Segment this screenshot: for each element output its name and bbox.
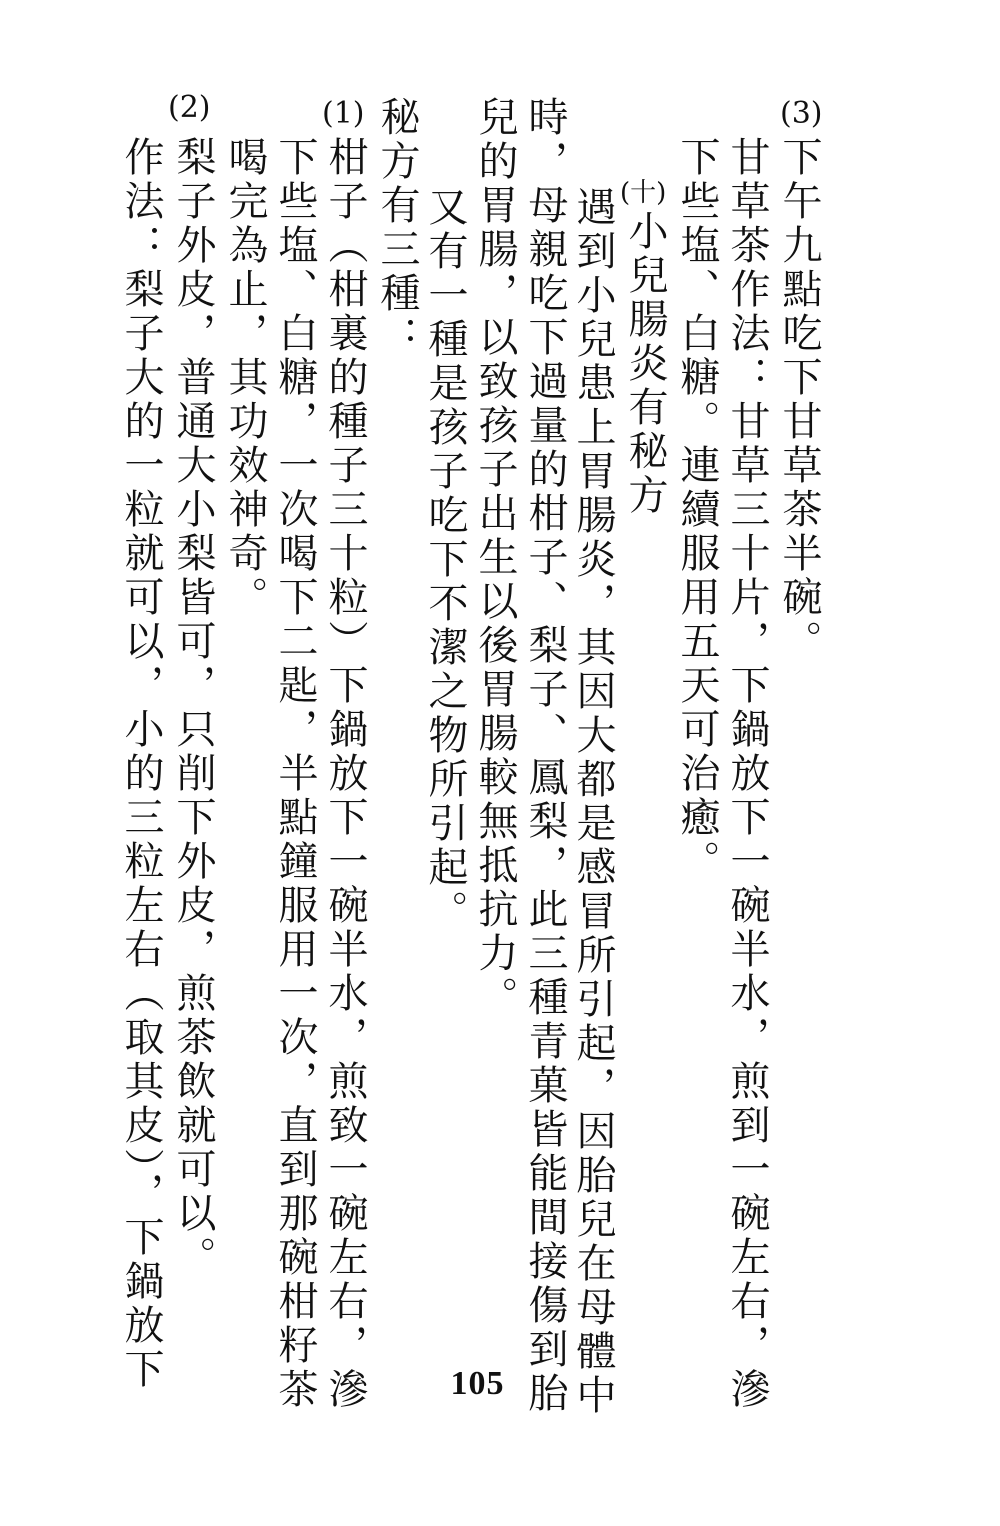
text-column-1: 下午九點吃下甘草茶半碗。 <box>776 136 822 664</box>
text-column-5: 遇到小兒患上胃腸炎，其因大都是感冒所引起，因胎兒在母體中 <box>570 186 616 1418</box>
section-marker-10: (十) <box>620 178 667 208</box>
text-column-11: 下些塩、白糖，一次喝下二匙，半點鐘服用一次，直到那碗柑籽茶 <box>272 136 318 1412</box>
text-column-12: 喝完為止，其功效神奇。 <box>222 136 268 620</box>
section-heading: 小兒腸炎有秘方 <box>622 210 668 518</box>
text-column-6: 時，母親吃下過量的柑子、梨子、鳳梨，此三種青菓皆能間接傷到胎 <box>522 96 568 1416</box>
item-marker-1: (1) <box>322 96 365 131</box>
text-column-9: 秘方有三種： <box>374 96 420 360</box>
text-column-7: 兒的胃腸，以致孩子出生以後胃腸較無抵抗力。 <box>472 96 518 1020</box>
text-column-3: 下些塩、白糖。連續服用五天可治癒。 <box>674 136 720 884</box>
item-marker-3: (3) <box>780 96 823 131</box>
text-column-8: 又有一種是孩子吃下不潔之物所引起。 <box>422 186 468 934</box>
text-column-10: 柑子（柑裏的種子三十粒）下鍋放下一碗半水，煎致一碗左右，滲 <box>322 136 368 1412</box>
text-column-14: 作法：梨子大的一粒就可以，小的三粒左右（取其皮），下鍋放下 <box>118 136 164 1392</box>
page-number: 105 <box>450 1365 505 1402</box>
text-column-2: 甘草茶作法：甘草三十片，下鍋放下一碗半水，煎到一碗左右，滲 <box>724 136 770 1412</box>
item-marker-2: (2) <box>168 90 211 125</box>
text-column-13: 梨子外皮，普通大小梨皆可，只削下外皮，煎茶飲就可以。 <box>170 136 216 1280</box>
